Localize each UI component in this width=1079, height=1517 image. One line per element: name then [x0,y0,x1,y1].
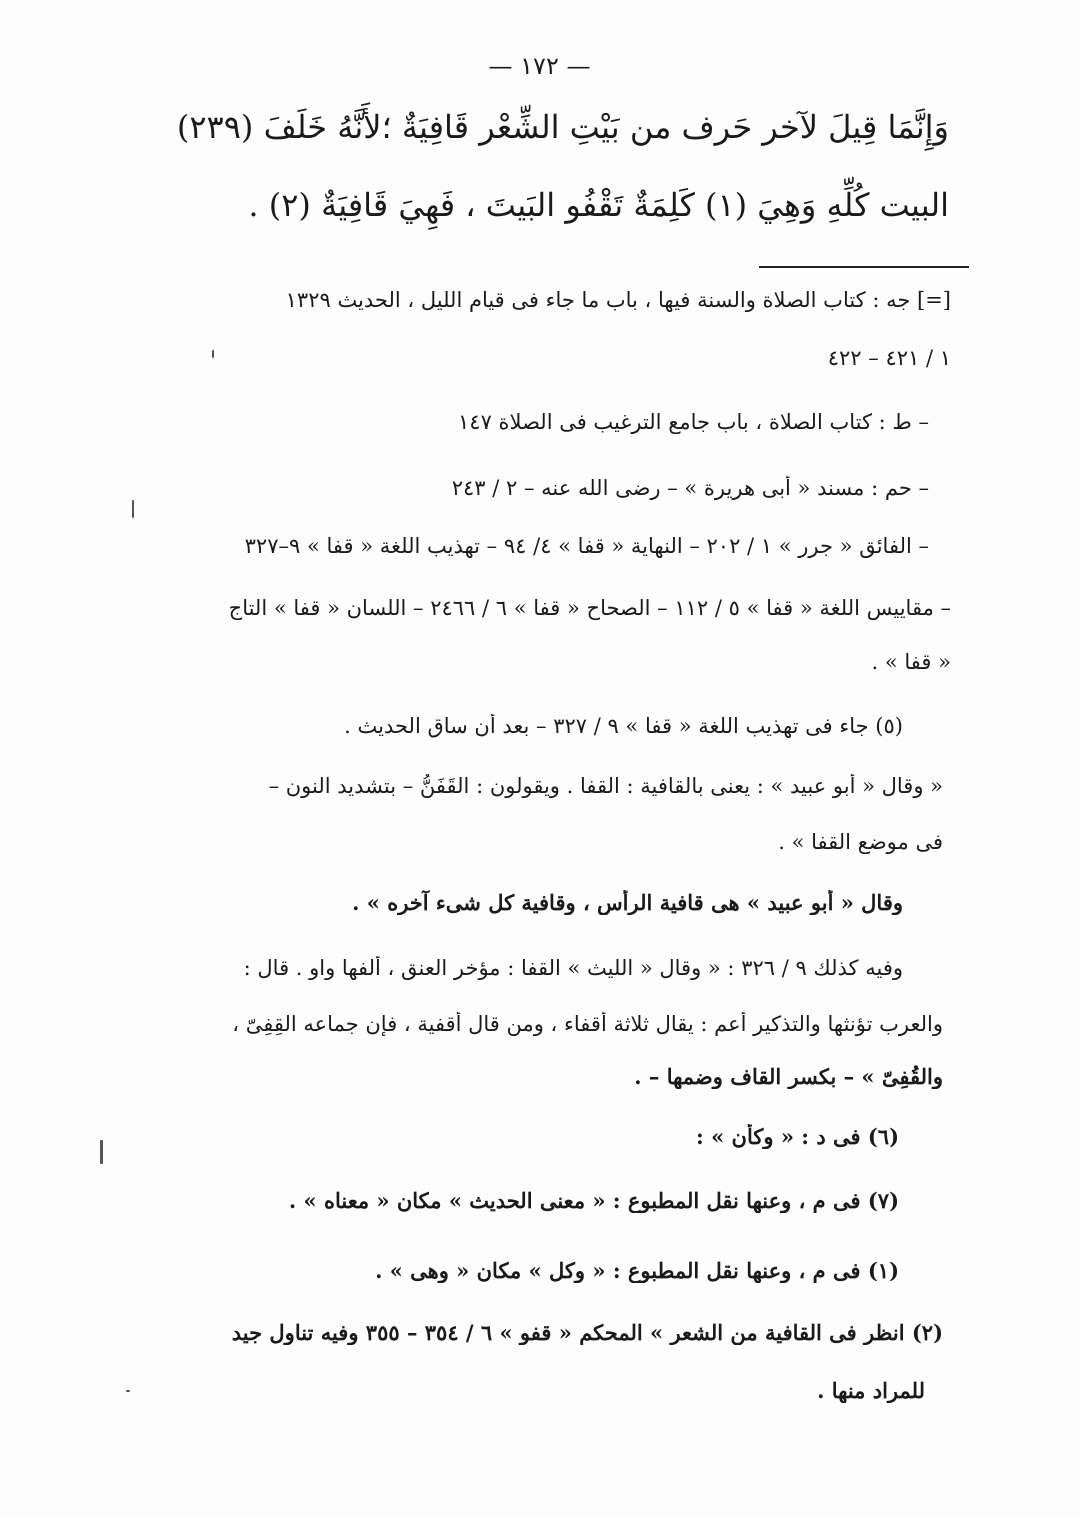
footnote-line: ١ / ٤٢١ – ٤٢٢ [827,346,951,370]
scan-speck [126,1390,130,1392]
page-number: — ١٧٢ — [488,52,591,80]
scan-speck [100,1140,103,1164]
scan-speck [132,500,134,518]
footnote-line: وفيه كذلك ٩ / ٣٢٦ : « وقال « الليث » القفا : مؤخر العنق ، ألفها واو . قال : [243,956,903,980]
footnote-separator [759,266,969,268]
footnote-line: [=] جه : كتاب الصلاة والسنة فيها ، باب ما جاء فى قيام الليل ، الحديث ١٣٢٩ [285,288,951,312]
footnote-6: (٦) فى د : « وكأن » : [696,1124,899,1149]
footnote-line: – الفائق « جرر » ١ / ٢٠٢ – النهاية « قفا » ٤/ ٩٤ – تهذيب اللغة « قفا » ٩–٣٢٧ [244,534,929,558]
footnote-line: فى موضع القفا » . [778,830,943,854]
footnote-7: (٧) فى م ، وعنها نقل المطبوع : « معنى الحديث » مكان « معناه » . [288,1188,899,1213]
footnote-line: والعرب تؤنثها والتذكير أعم : يقال ثلاثة أقفاء ، ومن قال أقفية ، فإن جماعه القِفِىّ ، [232,1012,943,1036]
footnote-1: (١) فى م ، وعنها نقل المطبوع : « وكل » مكان « وهى » . [375,1258,899,1283]
scan-speck [212,350,214,358]
footnote-line: « قفا » . [871,650,951,674]
footnote-2-continued: للمراد منها . [817,1378,925,1403]
footnote-line: « وقال « أبو عبيد » : يعنى بالقافية : القفا . ويقولون : القَفَنُّ – بتشديد النون – [268,774,943,798]
footnote-line: – مقاييس اللغة « قفا » ٥ / ١١٢ – الصحاح « قفا » ٦ / ٢٤٦٦ – اللسان « قفا » التاج [228,596,951,620]
main-text-line-1: وَإِنَّمَا قِيلَ لآخر حَرف من بَيْتِ الشِّعْر قَافِيَةٌ ؛لأَنَّهُ خَلَفَ (٢٣٩) [176,108,949,146]
footnote-line: والقُفِىّ » – بكسر القاف وضمها – . [634,1064,943,1089]
footnote-line: – حم : مسند « أبى هريرة » – رضى الله عنه – ٢ / ٢٤٣ [451,476,929,500]
footnote-line: (٥) جاء فى تهذيب اللغة « قفا » ٩ / ٣٢٧ – بعد أن ساق الحديث . [344,714,903,738]
footnote-line: – ط : كتاب الصلاة ، باب جامع الترغيب فى الصلاة ١٤٧ [458,410,929,434]
footnote-2: (٢) انظر فى القافية من الشعر » المحكم « قفو » ٦ / ٣٥٤ – ٣٥٥ وفيه تناول جيد [231,1320,943,1345]
footnote-line: وقال « أبو عبيد » هى قافية الرأس ، وقافية كل شىء آخره » . [352,890,903,915]
main-text-line-2: البيت كُلِّهِ وَهِيَ (١) كَلِمَةٌ تَقْفُو البَيتَ ، فَهِيَ قَافِيَةٌ (٢) . [248,186,949,224]
